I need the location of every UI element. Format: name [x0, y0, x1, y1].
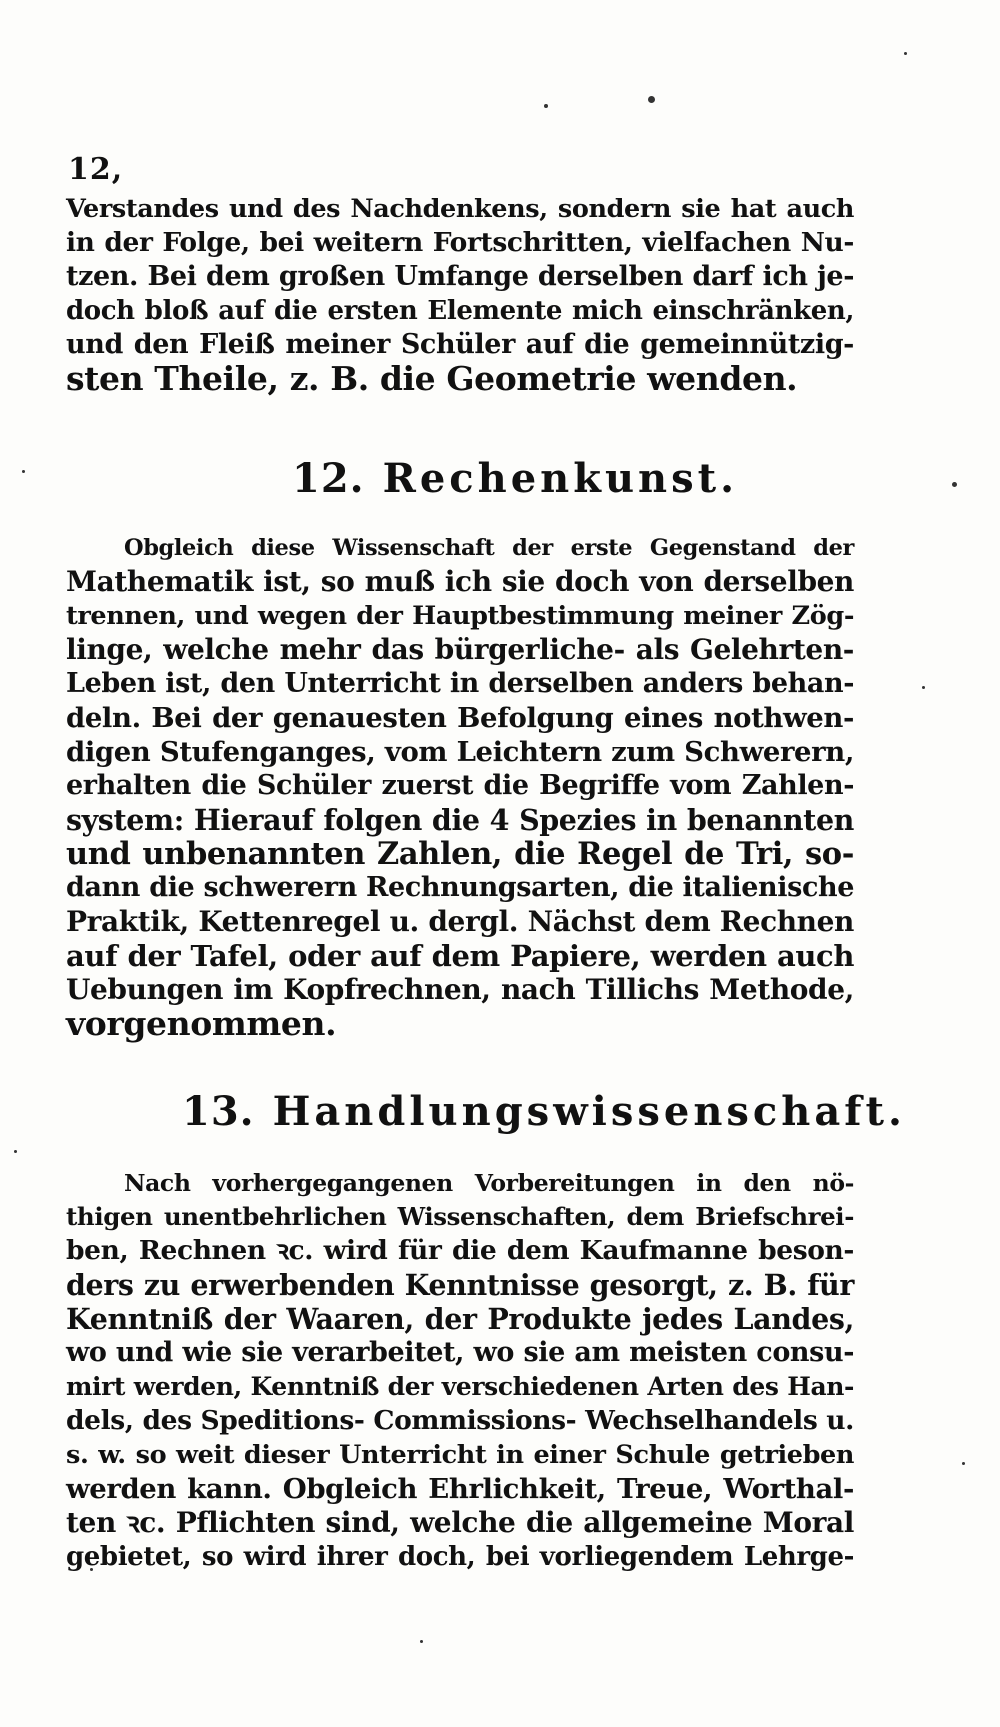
- section-heading-rechenkunst: [292, 455, 738, 502]
- text-line: trennen, und wegen der Hauptbestimmung meiner Zög-: [66, 601, 854, 631]
- section-number: 12.: [292, 455, 365, 502]
- handlungswissenschaft-paragraph: [66, 1166, 854, 1574]
- text-line: und unbenannten Zahlen, die Regel de Tri, so-: [66, 836, 854, 872]
- text-line: Nach vorhergegangenen Vorbereitungen in den nö-: [124, 1169, 854, 1197]
- text-line: thigen unentbehrlichen Wissenschaften, dem Briefschrei-: [66, 1202, 854, 1231]
- text-line: dann die schwerern Rechnungsarten, die italienische: [66, 872, 854, 903]
- text-line: Leben ist, den Unterricht in derselben anders behan-: [66, 668, 854, 699]
- rechenkunst-paragraph: [66, 531, 854, 1041]
- section-title: Rechenkunst.: [382, 455, 739, 502]
- text-line: tzen. Bei dem großen Umfange derselben darf ich je-: [66, 261, 854, 292]
- text-line: s. w. so weit dieser Unterricht in einer Schule getrieben: [66, 1440, 854, 1470]
- text-line: mirt werden, Kenntniß der verschiedenen Arten des Han-: [66, 1372, 854, 1401]
- print-speck: [648, 96, 655, 103]
- print-speck: [14, 1150, 17, 1153]
- text-line: sten Theile, z. B. die Geometrie wenden.: [66, 359, 798, 398]
- text-line: Uebungen im Kopfrechnen, nach Tillichs Methode,: [66, 973, 854, 1006]
- print-speck: [22, 470, 25, 473]
- text-line: gebietet, so wird ihrer doch, bei vorliegendem Lehrge-: [66, 1542, 854, 1572]
- text-line: in der Folge, bei weitern Fortschritten, vielfachen Nu-: [66, 227, 854, 258]
- print-speck: [420, 1640, 423, 1643]
- text-line: ben, Rechnen ꝛc. wird für die dem Kaufmanne beson-: [66, 1235, 854, 1266]
- print-speck: [952, 482, 957, 487]
- text-line: auf der Tafel, oder auf dem Papiere, werden auch: [66, 939, 854, 973]
- text-line: linge, welche mehr das bürgerliche- als Gelehrten-: [66, 633, 854, 666]
- text-line: erhalten die Schüler zuerst die Begriffe vom Zahlen-: [66, 770, 854, 801]
- text-line: Praktik, Kettenregel u. dergl. Nächst dem Rechnen: [66, 905, 854, 938]
- text-line: werden kann. Obgleich Ehrlichkeit, Treue, Worthal-: [66, 1473, 854, 1505]
- text-line: und den Fleiß meiner Schüler auf die gemeinnützig-: [66, 329, 854, 360]
- section-number: 13.: [182, 1088, 255, 1135]
- text-line: system: Hierauf folgen die 4 Spezies in benannten: [66, 803, 854, 837]
- text-line: Verstandes und des Nachdenkens, sondern sie hat auch: [66, 194, 854, 224]
- print-speck: [904, 52, 907, 55]
- text-line: deln. Bei der genauesten Befolgung eines nothwen-: [66, 702, 854, 734]
- page-number: 12,: [68, 152, 124, 187]
- text-line: Obgleich diese Wissenschaft der erste Gegenstand der: [124, 535, 854, 561]
- section-title: Handlungswissenschaft.: [272, 1088, 906, 1135]
- text-line: dels, des Speditions- Commissions- Wechselhandels u.: [66, 1405, 854, 1436]
- text-line: wo und wie sie verarbeitet, wo sie am meisten consu-: [66, 1337, 854, 1368]
- text-line: doch bloß auf die ersten Elemente mich einschränken,: [66, 296, 854, 326]
- text-line: digen Stufenganges, vom Leichtern zum Schwerern,: [66, 736, 854, 768]
- text-line: ten ꝛc. Pflichten sind, welche die allgemeine Moral: [66, 1506, 854, 1539]
- text-line: Kenntniß der Waaren, der Produkte jedes Landes,: [66, 1302, 854, 1336]
- print-speck: [962, 1462, 965, 1465]
- text-line: ders zu erwerbenden Kenntnisse gesorgt, z. B. für: [66, 1268, 854, 1302]
- print-speck: [922, 686, 925, 689]
- text-line: Mathematik ist, so muß ich sie doch von derselben: [66, 565, 854, 598]
- intro-paragraph: [66, 192, 854, 396]
- text-line: vorgenommen.: [66, 1004, 337, 1043]
- print-speck: [544, 104, 548, 108]
- section-heading-handlungswissenschaft: [182, 1088, 906, 1135]
